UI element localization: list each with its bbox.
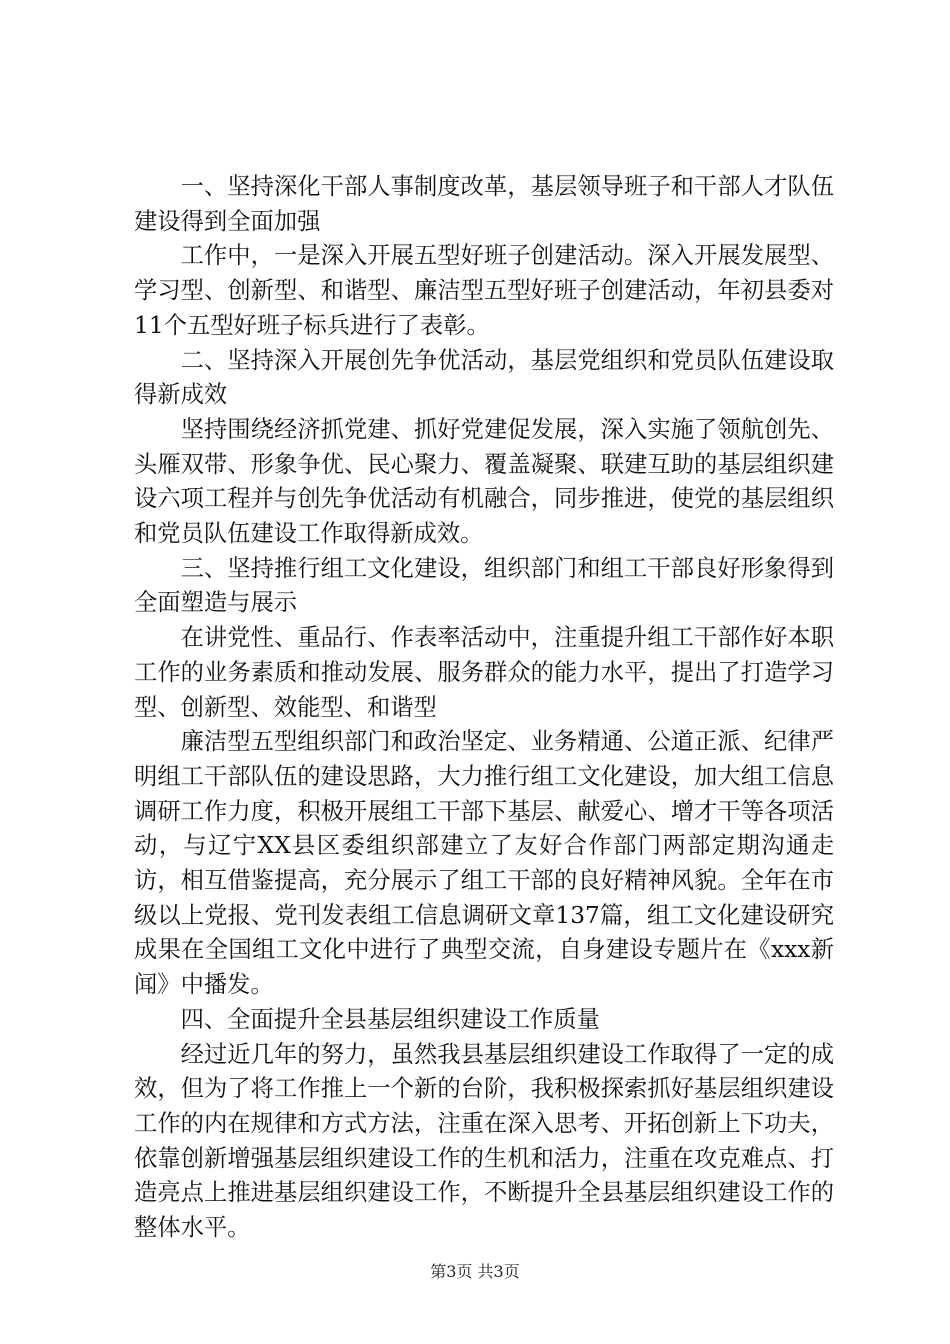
heading-section-4: 四、全面提升全县基层组织建设工作质量 (180, 1005, 600, 1033)
heading-section-3: 三、坚持推行组工文化建设，组织部门和组工干部良好形象得到全面塑造与展示 (134, 554, 834, 617)
body-paragraph-5: 经过近几年的努力，虽然我县基层组织建设工作取得了一定的成效，但为了将工作推上一个新的台阶，我积极探索抓好基层组织建设工作的内在规律和方式方法，注重在深入思考、开拓创新上下功夫，依靠创新增强基层组织建设工作的生机和活力，注重在攻克难点、打造亮点上推进基层组织建设工作，不断提升全县基层组织建设工作的整体水平。 (134, 1040, 834, 1242)
heading-section-1: 一、坚持深化干部人事制度改革，基层领导班子和干部人才队伍建设得到全面加强 (134, 173, 834, 235)
body-paragraph-3: 在讲党性、重品行、作表率活动中，注重提升组工干部作好本职工作的业务素质和推动发展、服务群众的能力水平，提出了打造学习型、创新型、效能型、和谐型 (134, 624, 834, 721)
page-number-footer: 第3页 共3页 (430, 1262, 520, 1281)
heading-section-2: 二、坚持深入开展创先争优活动，基层党组织和党员队伍建设取得新成效 (134, 346, 834, 409)
body-paragraph-1: 工作中，一是深入开展五型好班子创建活动。深入开展发展型、学习型、创新型、和谐型、廉洁型五型好班子创建活动，年初县委对11个五型好班子标兵进行了表彰。 (134, 242, 834, 339)
document-body (134, 170, 834, 1246)
body-paragraph-2: 坚持围绕经济抓党建、抓好党建促发展，深入实施了领航创先、头雁双带、形象争优、民心聚力、覆盖凝聚、联建互助的基层组织建设六项工程并与创先争优活动有机融合，同步推进，使党的基层组织和党员队伍建设工作取得新成效。 (134, 415, 834, 548)
body-paragraph-4: 廉洁型五型组织部门和政治坚定、业务精通、公道正派、纪律严明组工干部队伍的建设思路，大力推行组工文化建设，加大组工信息调研工作力度，积极开展组工干部下基层、献爱心、增才干等各项活动，与辽宁XX县区委组织部建立了友好合作部门两部定期沟通走访，相互借鉴提高，充分展示了组工干部的良好精神风貌。全年在市级以上党报、党刊发表组工信息调研文章137篇，组工文化建设研究成果在全国组工文化中进行了典型交流，自身建设专题片在《xxx新闻》中播发。 (134, 728, 834, 999)
